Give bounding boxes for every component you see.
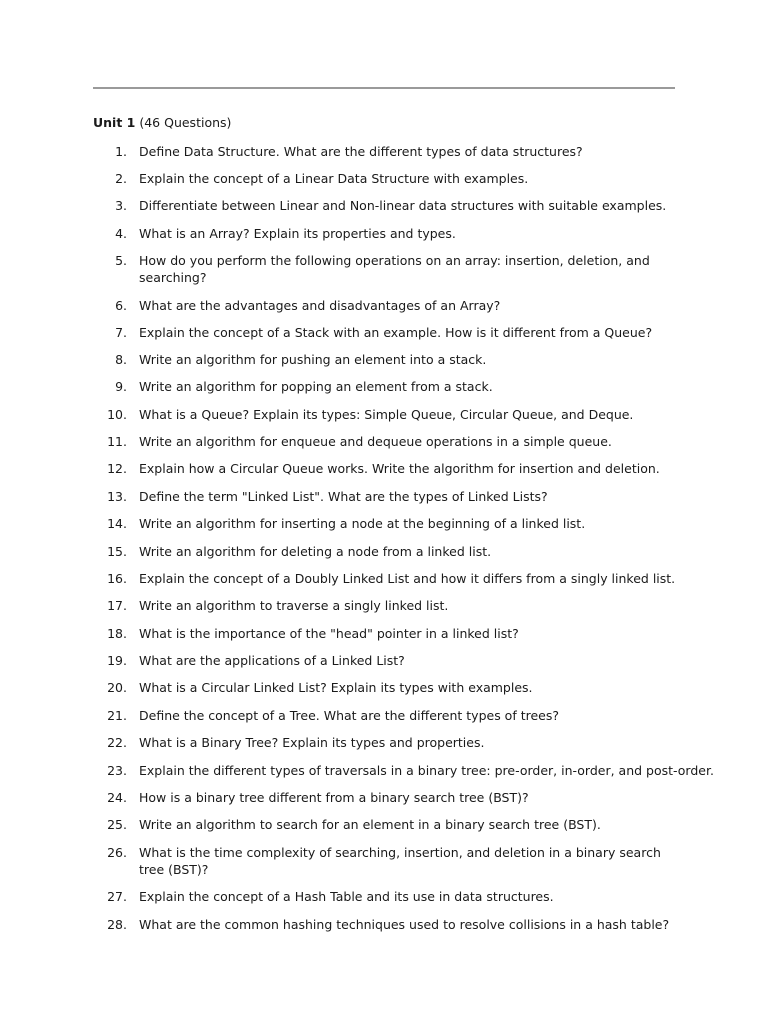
unit-label: Unit 1 bbox=[93, 115, 136, 130]
question-number: 1. bbox=[115, 144, 127, 159]
question-text: Explain the concept of a Linear Data Structure with examples. bbox=[139, 171, 529, 186]
question-text: What is an Array? Explain its properties and types. bbox=[139, 226, 456, 241]
question-number: 23. bbox=[107, 763, 127, 778]
question-number: 26. bbox=[107, 845, 127, 860]
question-number: 9. bbox=[115, 379, 127, 394]
question-text: Write an algorithm to traverse a singly linked list. bbox=[139, 598, 449, 613]
question-text: What are the common hashing techniques used to resolve collisions in a hash table? bbox=[139, 917, 670, 932]
question-text: What is the importance of the "head" pointer in a linked list? bbox=[139, 626, 519, 641]
question-number: 18. bbox=[107, 626, 127, 641]
question-text: Write an algorithm for enqueue and dequeue operations in a simple queue. bbox=[139, 434, 612, 449]
question-text: Define the term "Linked List". What are the types of Linked Lists? bbox=[139, 489, 548, 504]
question-number: 7. bbox=[115, 325, 127, 340]
question-text: What are the advantages and disadvantages of an Array? bbox=[139, 298, 501, 313]
question-number: 4. bbox=[115, 226, 127, 241]
question-number: 20. bbox=[107, 680, 127, 695]
question-text: Write an algorithm for popping an element from a stack. bbox=[139, 379, 493, 394]
question-number: 2. bbox=[115, 171, 127, 186]
question-number: 22. bbox=[107, 735, 127, 750]
question-text: Define the concept of a Tree. What are the different types of trees? bbox=[139, 708, 560, 723]
question-number: 11. bbox=[107, 434, 127, 449]
question-text: Differentiate between Linear and Non-linear data structures with suitable examples. bbox=[139, 198, 667, 213]
question-number: 5. bbox=[115, 253, 127, 268]
question-text: Explain how a Circular Queue works. Write the algorithm for insertion and deletion. bbox=[139, 461, 660, 476]
question-number: 13. bbox=[107, 489, 127, 504]
question-number: 25. bbox=[107, 817, 127, 832]
unit-question-count: (46 Questions) bbox=[139, 115, 232, 130]
question-text: Define Data Structure. What are the different types of data structures? bbox=[139, 144, 583, 159]
question-number: 15. bbox=[107, 544, 127, 559]
question-text: What is the time complexity of searching, insertion, and deletion in a binary search tree (BST)? bbox=[139, 845, 661, 877]
question-number: 8. bbox=[115, 352, 127, 367]
unit-heading bbox=[93, 115, 231, 131]
question-text: Write an algorithm for deleting a node from a linked list. bbox=[139, 544, 492, 559]
question-text: What are the applications of a Linked List? bbox=[139, 653, 405, 668]
question-text: What is a Binary Tree? Explain its types and properties. bbox=[139, 735, 485, 750]
question-number: 19. bbox=[107, 653, 127, 668]
question-text: How do you perform the following operations on an array: insertion, deletion, and searching? bbox=[139, 253, 650, 285]
question-text: Write an algorithm to search for an element in a binary search tree (BST). bbox=[139, 817, 601, 832]
question-number: 12. bbox=[107, 461, 127, 476]
question-text: Write an algorithm for pushing an element into a stack. bbox=[139, 352, 487, 367]
question-text: How is a binary tree different from a binary search tree (BST)? bbox=[139, 790, 529, 805]
question-text: Explain the concept of a Doubly Linked List and how it differs from a singly linked list. bbox=[139, 571, 676, 586]
question-number: 3. bbox=[115, 198, 127, 213]
question-number: 17. bbox=[107, 598, 127, 613]
question-text: What is a Queue? Explain its types: Simple Queue, Circular Queue, and Deque. bbox=[139, 407, 634, 422]
question-number: 28. bbox=[107, 917, 127, 932]
header-rule bbox=[93, 87, 675, 89]
question-number: 16. bbox=[107, 571, 127, 586]
question-text: Explain the concept of a Hash Table and its use in data structures. bbox=[139, 889, 554, 904]
question-number: 21. bbox=[107, 708, 127, 723]
question-text: Write an algorithm for inserting a node at the beginning of a linked list. bbox=[139, 516, 586, 531]
question-number: 14. bbox=[107, 516, 127, 531]
question-number: 6. bbox=[115, 298, 127, 313]
question-number: 10. bbox=[107, 407, 127, 422]
question-text: Explain the different types of traversals in a binary tree: pre-order, in-order, and post-order. bbox=[139, 763, 714, 778]
question-number: 27. bbox=[107, 889, 127, 904]
question-number: 24. bbox=[107, 790, 127, 805]
question-text: What is a Circular Linked List? Explain its types with examples. bbox=[139, 680, 533, 695]
question-text: Explain the concept of a Stack with an example. How is it different from a Queue? bbox=[139, 325, 653, 340]
